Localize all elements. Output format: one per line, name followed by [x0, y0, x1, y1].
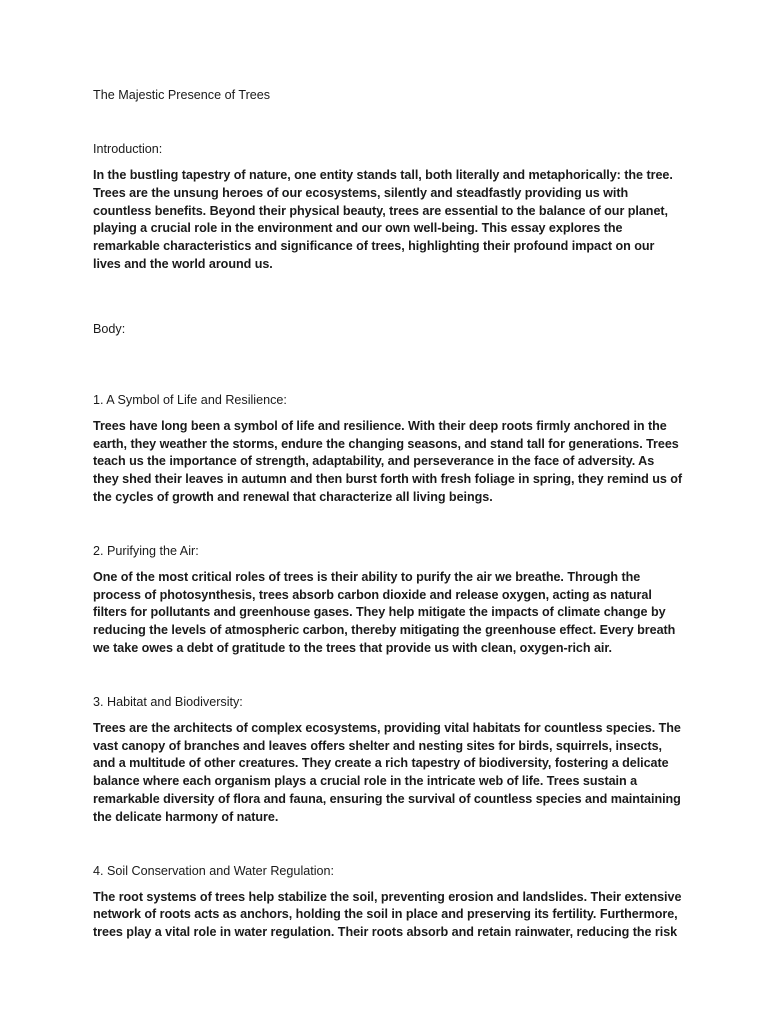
introduction-heading: Introduction: [93, 142, 163, 156]
section-4-heading: 4. Soil Conservation and Water Regulation: [93, 863, 335, 878]
section-4-paragraph: The root systems of trees help stabilize the soil, preventing erosion and landslides. Their extensive network of roots acts as anchors, holding the soil in place and preserving its fertility. Furthermore, trees play a vital role in water regulation. Their roots absorb and retain rainwater, reducing the risk [93, 889, 682, 940]
section-3-heading: 3. Habitat and Biodiversity: [93, 694, 243, 709]
section-2-heading: 2. Purifying the Air: [93, 543, 199, 558]
section-3-paragraph: Trees are the architects of complex ecosystems, providing vital habitats for countless species. The vast canopy of branches and leaves offers shelter and nesting sites for birds, squirrels, insects, and a multitude of other creatures. They create a rich tapestry of biodiversity, fostering a delicate balance where each organism plays a crucial role in the intricate web of life. Trees sustain a remarkable diversity of flora and fauna, ensuring the survival of countless species and maintaining the delicate harmony of nature. [93, 720, 681, 824]
document-title: The Majestic Presence of Trees [93, 88, 271, 102]
document-page [93, 86, 683, 942]
section-1-paragraph: Trees have long been a symbol of life and resilience. With their deep roots firmly anchored in the earth, they weather the storms, endure the changing seasons, and stand tall for generations. Trees teach us the importance of strength, adaptability, and perseverance in the face of adversity. As they shed their leaves in autumn and then burst forth with fresh foliage in spring, they remind us of the cycles of growth and renewal that characterize all living beings. [93, 418, 683, 504]
section-1-heading: 1. A Symbol of Life and Resilience: [93, 392, 287, 407]
body-heading: Body: [93, 321, 126, 336]
section-2-paragraph: One of the most critical roles of trees is their ability to purify the air we breathe. Through the process of photosynthesis, trees absorb carbon dioxide and release oxygen, acting as natural filters for pollutants and greenhouse gases. They help mitigate the impacts of climate change by reducing the levels of atmospheric carbon, thereby mitigating the greenhouse effect. Every breath we take owes a debt of gratitude to the trees that provide us with clean, oxygen-rich air. [93, 569, 676, 655]
introduction-paragraph: In the bustling tapestry of nature, one entity stands tall, both literally and metaphorically: the tree. Trees are the unsung heroes of our ecosystems, silently and steadfastly providing us with countless benefits. Beyond their physical beauty, trees are essential to the balance of our planet, playing a crucial role in the environment and our own well-being. This essay explores the remarkable characteristics and significance of trees, highlighting their profound impact on our lives and the world around us. [93, 168, 673, 271]
